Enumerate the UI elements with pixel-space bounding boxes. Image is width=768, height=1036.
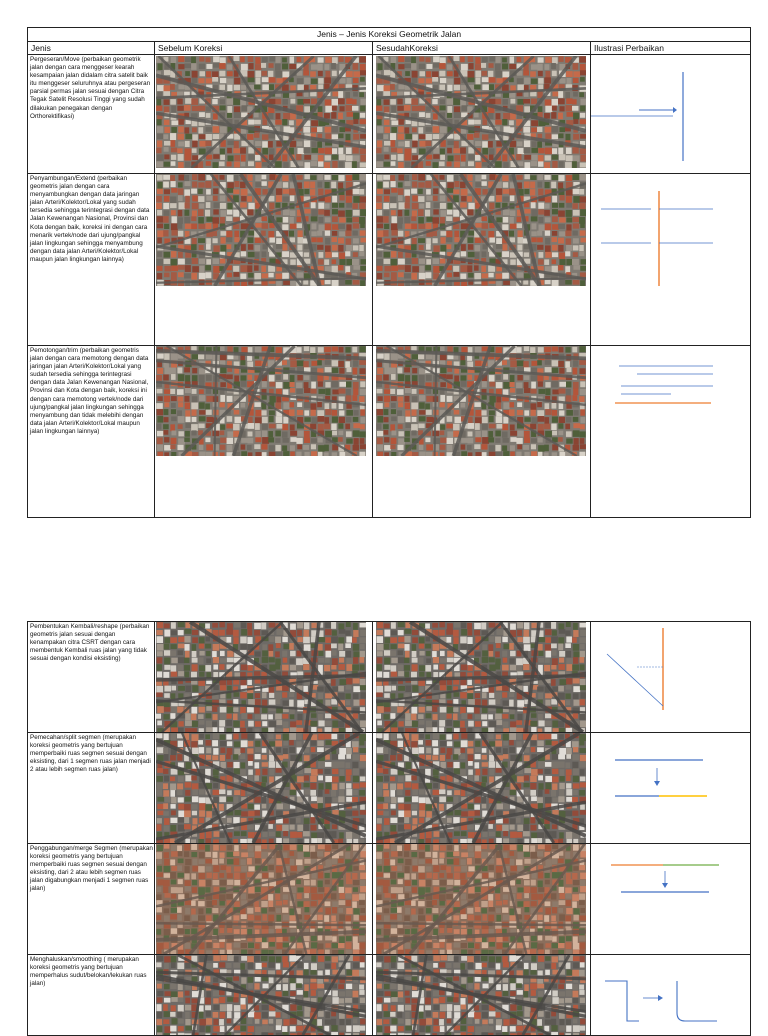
before-image-cell	[155, 733, 373, 844]
satellite-image-before	[156, 174, 366, 286]
header-sesudah-koreksi: SesudahKoreksi	[373, 42, 591, 55]
after-image-cell	[373, 955, 591, 1036]
satellite-image-after	[376, 174, 586, 286]
correction-types-table-1	[27, 27, 751, 518]
table-row-trim	[28, 346, 751, 518]
satellite-image-after	[376, 56, 586, 168]
before-image-cell	[155, 622, 373, 733]
table-row-move	[28, 55, 751, 174]
row-description: Pembentukan Kembali/reshape (perbaikan geometris jalan sesuai dengan kenampakan citra CSRT dengan cara membentuk Kembali ruas jalan yang tidak sesuai dengan kondisi eksisting)	[28, 622, 155, 733]
before-image-cell	[155, 346, 373, 518]
table-row-merge	[28, 844, 751, 955]
illustration-cell	[591, 55, 751, 174]
illustration-cell	[591, 955, 751, 1036]
table-title: Jenis – Jenis Koreksi Geometrik Jalan	[28, 28, 751, 42]
before-image-cell	[155, 174, 373, 346]
header-sebelum-koreksi: Sebelum Koreksi	[155, 42, 373, 55]
after-image-cell	[373, 174, 591, 346]
before-image-cell	[155, 844, 373, 955]
row-description: Penyambungan/Extend (perbaikan geometris jalan dengan cara menyambungkan dengan data jaringan jalan Arteri/Kolektor/Lokal yang sudah tersedia sehingga terintegrasi dengan data Jalan Kewenangan Nasional, Provinsi dan Kota dengan baik, koreksi ini dengan cara menarik vertek/node dari ujung/pangkal jalan lingkungan sehingga menyambung dengan data jalan Arteri/Kolektor/Lokal maupun jalan lingkungan lainnya)	[28, 174, 155, 346]
extend-lines-diagram-icon	[591, 174, 751, 345]
smoothing-diagram-icon	[591, 955, 751, 1035]
after-image-cell	[373, 346, 591, 518]
satellite-image-after	[376, 346, 586, 456]
after-image-cell	[373, 844, 591, 955]
satellite-image-after	[376, 733, 586, 843]
satellite-image-after	[376, 955, 586, 1035]
satellite-image-before	[156, 844, 366, 954]
satellite-image-after	[376, 844, 586, 954]
row-description: Menghaluskan/smoothing ( merupakan koreksi geometris yang bertujuan memperhalus sudut/belokan/lekukan ruas jalan)	[28, 955, 155, 1036]
satellite-image-before	[156, 346, 366, 456]
after-image-cell	[373, 55, 591, 174]
satellite-image-before	[156, 622, 366, 732]
table-row-split	[28, 733, 751, 844]
illustration-cell	[591, 346, 751, 518]
after-image-cell	[373, 622, 591, 733]
correction-types-table-2	[27, 621, 751, 1036]
split-segment-diagram-icon	[591, 733, 751, 843]
before-image-cell	[155, 55, 373, 174]
illustration-cell	[591, 733, 751, 844]
row-description: Penggabungan/merge Segmen (merupakan koreksi geometris yang bertujuan memperbaiki ruas segmen sesuai dengan eksisting, dari 2 atau lebih segmen ruas jalan digabungkan menjadi 1 segmen ruas jalan)	[28, 844, 155, 955]
table-row-smoothing	[28, 955, 751, 1036]
satellite-image-before	[156, 955, 366, 1035]
illustration-cell	[591, 622, 751, 733]
table-row-reshape	[28, 622, 751, 733]
merge-segment-diagram-icon	[591, 844, 751, 954]
row-description: Pemotongan/trim (perbaikan geometris jalan dengan cara memotong dengan data jaringan jalan Arteri/Kolektor/Lokal yang sudah tersedia sehingga terintegrasi dengan data Jalan Kewenangan Nasional, Provinsi dan Kota dengan baik, koreksi ini dengan cara memotong vertek/node dari ujung/pangkal jalan lingkungan sehingga menyambung dan tidak melebihi dengan data jalan Arteri/Kolektor/Lokal maupun jalan lingkungan lainnya)	[28, 346, 155, 518]
header-ilustrasi: Ilustrasi Perbaikan	[591, 42, 751, 55]
illustration-cell	[591, 844, 751, 955]
trim-lines-diagram-icon	[591, 346, 751, 517]
satellite-image-after	[376, 622, 586, 732]
row-description: Pergeseran/Move (perbaikan geometrik jalan dengan cara menggeser kearah kesampaian jalan didalam citra satelit baik itu menggeser seluruhnya atau pergeseran parsial permas jalan sesuai dengan Citra Tegak Satelit Resolusi Tinggi yang sudah dilakukan penegakan dengan Orthorektifikasi)	[28, 55, 155, 174]
before-image-cell	[155, 955, 373, 1036]
table-row-extend	[28, 174, 751, 346]
move-arrow-diagram-icon	[591, 55, 751, 173]
satellite-image-before	[156, 733, 366, 843]
illustration-cell	[591, 174, 751, 346]
header-jenis: Jenis	[28, 42, 155, 55]
row-description: Pemecahan/split segmen (merupakan koreksi geometris yang bertujuan memperbaiki ruas segmen sesuai dengan eksisting, dari 1 segmen ruas jalan menjadi 2 atau lebih segmen ruas jalan)	[28, 733, 155, 844]
reshape-diagram-icon	[591, 622, 751, 732]
satellite-image-before	[156, 56, 366, 168]
after-image-cell	[373, 733, 591, 844]
